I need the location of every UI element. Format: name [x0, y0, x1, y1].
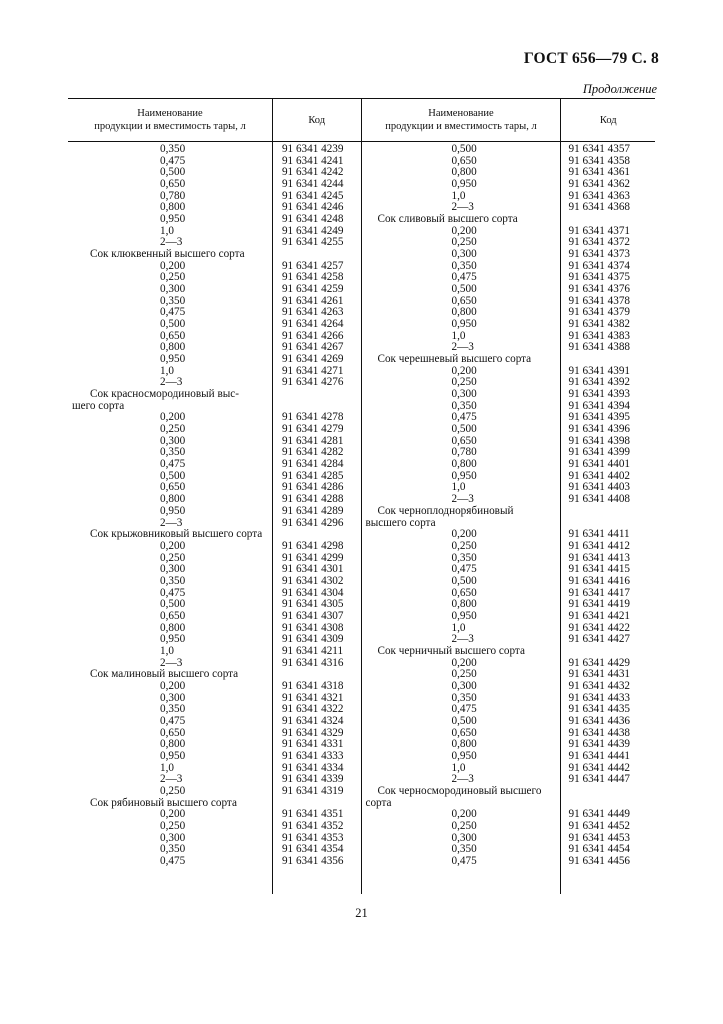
- code-cell: 91 6341 4393: [568, 388, 631, 401]
- code-cell: 91 6341 4356: [281, 854, 344, 867]
- volume-cell: 0,300: [160, 283, 186, 296]
- product-name-cell: Сок рябиновый высшего сорта: [90, 796, 237, 809]
- volume-cell: 0,300: [160, 563, 186, 576]
- volume-cell: 0,650: [451, 154, 477, 167]
- code-cell: 91 6341 4309: [281, 633, 344, 646]
- volume-cell: 0,475: [160, 854, 186, 867]
- code-cell: 91 6341 4432: [568, 679, 631, 692]
- volume-cell: 0,200: [451, 528, 477, 541]
- volume-cell: 0,950: [451, 178, 477, 191]
- volume-cell: 1,0: [160, 644, 174, 657]
- product-name-cell: Сок сливовый высшего сорта: [377, 213, 518, 226]
- volume-cell: 0,950: [451, 469, 477, 482]
- code-cell: 91 6341 4449: [568, 808, 631, 821]
- code-cell: 91 6341 4422: [568, 621, 631, 634]
- volume-cell: 0,500: [451, 714, 477, 727]
- code-cell: 91 6341 4296: [281, 516, 344, 529]
- code-cell: 91 6341 4436: [568, 714, 631, 727]
- code-cell: 91 6341 4371: [568, 224, 631, 237]
- volume-cell: 0,800: [160, 341, 186, 354]
- volume-cell: 0,200: [160, 808, 186, 821]
- code-cell: 91 6341 4361: [568, 166, 631, 179]
- volume-cell: 0,250: [160, 784, 186, 797]
- code-cell: 91 6341 4456: [568, 854, 631, 867]
- product-name-cell: Сок красносмородиновый выс-: [90, 388, 239, 401]
- code-cell: 91 6341 4396: [568, 423, 631, 436]
- code-cell: 91 6341 4316: [281, 656, 344, 669]
- product-name-cell: шего сорта: [72, 399, 125, 412]
- code-cell: 91 6341 4242: [281, 166, 344, 179]
- volume-cell: 0,250: [451, 539, 477, 552]
- volume-cell: 0,250: [160, 551, 186, 564]
- volume-cell: 0,500: [160, 166, 186, 179]
- volume-cell: 0,200: [160, 679, 186, 692]
- volume-cell: 0,200: [451, 656, 477, 669]
- code-cell: [561, 786, 655, 798]
- product-name-cell: сорта: [365, 796, 392, 809]
- code-cell: 91 6341 4302: [281, 574, 344, 587]
- right-code-column: [560, 142, 655, 894]
- code-cell: 91 6341 4368: [568, 201, 631, 214]
- volume-cell: 0,650: [160, 178, 186, 191]
- code-cell: 91 6341 4258: [281, 271, 344, 284]
- volume-cell: 0,200: [451, 808, 477, 821]
- document-header-code: ГОСТ 656—79 С. 8: [523, 50, 659, 67]
- code-cell: 91 6341 4211: [281, 644, 344, 657]
- code-cell: 91 6341 4267: [281, 341, 344, 354]
- code-cell: [561, 506, 655, 518]
- volume-cell: 1,0: [451, 189, 466, 202]
- code-cell: 91 6341 4271: [281, 364, 344, 377]
- code-cell: 91 6341 4427: [568, 633, 631, 646]
- volume-cell: 1,0: [160, 761, 174, 774]
- product-name-cell: Сок малиновый высшего сорта: [90, 668, 239, 681]
- code-cell: 91 6341 4241: [281, 154, 344, 167]
- volume-cell: 0,300: [451, 388, 477, 401]
- code-cell: 91 6341 4415: [568, 563, 631, 576]
- code-cell: [561, 214, 655, 226]
- volume-cell: 0,950: [160, 749, 186, 762]
- volume-cell: 0,475: [160, 306, 186, 319]
- page-number: 21: [355, 906, 368, 920]
- volume-cell: 0,950: [160, 353, 186, 366]
- volume-cell: 0,200: [451, 364, 477, 377]
- code-cell: 91 6341 4394: [568, 399, 631, 412]
- code-cell: 91 6341 4362: [568, 178, 631, 191]
- header-code-left: Код: [272, 99, 361, 141]
- code-cell: 91 6341 4249: [281, 224, 344, 237]
- volume-cell: 1,0: [451, 621, 466, 634]
- code-cell: 91 6341 4259: [281, 283, 344, 296]
- code-cell: 91 6341 4398: [568, 434, 631, 447]
- volume-cell: 0,500: [160, 469, 186, 482]
- product-name-cell: Сок клюквенный высшего сорта: [90, 248, 245, 261]
- code-cell: 91 6341 4299: [281, 551, 344, 564]
- code-cell: 91 6341 4442: [568, 761, 631, 774]
- code-cell: [561, 354, 655, 366]
- volume-cell: 0,250: [451, 819, 477, 832]
- left-code-column: [272, 142, 361, 894]
- volume-cell: 0,500: [451, 574, 477, 587]
- volume-cell: 0,650: [451, 586, 477, 599]
- code-cell: 91 6341 4245: [281, 189, 344, 202]
- volume-cell: 0,800: [451, 458, 477, 471]
- code-cell: 91 6341 4452: [568, 819, 631, 832]
- volume-cell: 0,300: [160, 434, 186, 447]
- volume-cell: 0,500: [451, 423, 477, 436]
- volume-cell: 0,650: [160, 726, 186, 739]
- volume-cell: 0,650: [451, 294, 477, 307]
- code-cell: [273, 249, 361, 261]
- volume-cell: 0,250: [160, 819, 186, 832]
- code-cell: 91 6341 4411: [568, 528, 630, 541]
- volume-cell: 0,475: [160, 154, 186, 167]
- code-cell: 91 6341 4435: [568, 703, 631, 716]
- header-name-line2: продукции и вместимость тары, л: [94, 121, 246, 132]
- table-body: [68, 142, 655, 894]
- volume-cell: 0,250: [160, 423, 186, 436]
- code-cell: 91 6341 4399: [568, 446, 631, 459]
- product-name-cell: Сок черноплоднорябиновый: [377, 504, 514, 517]
- code-cell: 91 6341 4402: [568, 469, 631, 482]
- volume-cell: 0,475: [160, 714, 186, 727]
- code-cell: [561, 646, 655, 658]
- product-name-cell: Сок черешневый высшего сорта: [377, 353, 532, 366]
- volume-cell: 0,350: [160, 574, 186, 587]
- code-cell: 91 6341 4352: [281, 819, 344, 832]
- code-cell: 91 6341 4378: [568, 294, 631, 307]
- volume-cell: 1,0: [160, 224, 174, 237]
- volume-cell: 0,500: [160, 598, 186, 611]
- volume-cell: 0,250: [451, 236, 477, 249]
- product-name-cell: Сок черносмородиновый высшего: [377, 784, 542, 797]
- volume-cell: 0,950: [451, 318, 477, 331]
- volume-cell: 0,200: [160, 259, 186, 272]
- volume-cell: 0,475: [451, 854, 477, 867]
- volume-cell: 0,300: [451, 248, 477, 261]
- code-cell: 91 6341 4279: [281, 423, 344, 436]
- code-cell: 91 6341 4329: [281, 726, 344, 739]
- code-cell: 91 6341 4403: [568, 481, 631, 494]
- volume-cell: 0,350: [451, 399, 477, 412]
- code-cell: 91 6341 4307: [281, 609, 344, 622]
- product-name-cell: высшего сорта: [365, 516, 436, 529]
- code-cell: 91 6341 4408: [568, 493, 631, 506]
- volume-cell: 2—3: [451, 201, 474, 214]
- code-cell: 91 6341 4281: [281, 434, 344, 447]
- volume-cell: 0,500: [160, 318, 186, 331]
- header-code-right: Код: [560, 99, 655, 141]
- volume-cell: 0,800: [160, 201, 186, 214]
- volume-cell: 0,950: [160, 633, 186, 646]
- code-cell: 91 6341 4339: [281, 773, 344, 786]
- volume-cell: 2—3: [160, 516, 183, 529]
- volume-cell: 0,475: [451, 411, 477, 424]
- volume-cell: 0,475: [160, 458, 186, 471]
- volume-cell: 0,650: [160, 609, 186, 622]
- volume-cell: 0,500: [451, 283, 477, 296]
- code-cell: 91 6341 4416: [568, 574, 631, 587]
- code-cell: 91 6341 4282: [281, 446, 344, 459]
- code-cell: [273, 389, 361, 401]
- code-cell: 91 6341 4239: [281, 143, 344, 155]
- volume-cell: 0,250: [451, 668, 477, 681]
- code-cell: 91 6341 4334: [281, 761, 344, 774]
- code-cell: 91 6341 4447: [568, 773, 631, 786]
- product-code-table: [68, 98, 655, 894]
- volume-cell: 0,350: [160, 294, 186, 307]
- code-cell: 91 6341 4358: [568, 154, 631, 167]
- volume-cell: 0,250: [451, 376, 477, 389]
- header-name-line1: Наименование: [428, 108, 494, 119]
- volume-cell: 0,800: [451, 738, 477, 751]
- volume-cell: 0,800: [160, 493, 186, 506]
- volume-cell: 0,350: [160, 703, 186, 716]
- code-cell: 91 6341 4266: [281, 329, 344, 342]
- code-cell: 91 6341 4376: [568, 283, 631, 296]
- code-cell: 91 6341 4382: [568, 318, 631, 331]
- code-cell: 91 6341 4276: [281, 376, 344, 389]
- code-cell: 91 6341 4284: [281, 458, 344, 471]
- volume-cell: 1,0: [160, 364, 174, 377]
- code-cell: 91 6341 4454: [568, 843, 631, 856]
- volume-cell: 0,780: [160, 189, 186, 202]
- volume-cell: 2—3: [451, 341, 474, 354]
- volume-cell: 0,650: [451, 434, 477, 447]
- volume-cell: 0,350: [451, 551, 477, 564]
- code-cell: 91 6341 4246: [281, 201, 344, 214]
- code-cell: 91 6341 4263: [281, 306, 344, 319]
- code-cell: 91 6341 4324: [281, 714, 344, 727]
- product-name-cell: Сок черничный высшего сорта: [377, 644, 525, 657]
- continuation-label: Продолжение: [582, 82, 657, 96]
- volume-cell: 0,475: [451, 563, 477, 576]
- volume-cell: 1,0: [451, 329, 466, 342]
- volume-cell: 0,350: [451, 259, 477, 272]
- code-cell: 91 6341 4379: [568, 306, 631, 319]
- volume-cell: 0,300: [160, 691, 186, 704]
- code-cell: 91 6341 4395: [568, 411, 631, 424]
- code-cell: 91 6341 4429: [568, 656, 631, 669]
- volume-cell: 0,200: [160, 539, 186, 552]
- header-name-left: [68, 99, 272, 141]
- right-name-column: [361, 142, 561, 894]
- volume-cell: 0,950: [451, 749, 477, 762]
- code-cell: 91 6341 4353: [281, 831, 344, 844]
- volume-cell: 0,200: [451, 224, 477, 237]
- volume-cell: 0,300: [160, 831, 186, 844]
- volume-cell: 0,800: [451, 306, 477, 319]
- code-cell: 91 6341 4248: [281, 213, 344, 226]
- code-cell: 91 6341 4417: [568, 586, 631, 599]
- volume-cell: 0,950: [451, 609, 477, 622]
- volume-cell: 0,650: [160, 329, 186, 342]
- volume-cell: 0,650: [160, 481, 186, 494]
- code-cell: 91 6341 4419: [568, 598, 631, 611]
- volume-cell: 0,350: [160, 446, 186, 459]
- code-cell: 91 6341 4322: [281, 703, 344, 716]
- code-cell: 91 6341 4278: [281, 411, 344, 424]
- volume-cell: 0,500: [451, 143, 477, 155]
- code-cell: 91 6341 4301: [281, 563, 344, 576]
- code-cell: 91 6341 4244: [281, 178, 344, 191]
- volume-cell: 0,780: [451, 446, 477, 459]
- volume-cell: 0,350: [160, 843, 186, 856]
- code-cell: 91 6341 4289: [281, 504, 344, 517]
- code-cell: 91 6341 4333: [281, 749, 344, 762]
- volume-cell: 1,0: [451, 481, 466, 494]
- code-cell: 91 6341 4298: [281, 539, 344, 552]
- code-cell: 91 6341 4388: [568, 341, 631, 354]
- code-cell: 91 6341 4357: [568, 143, 631, 155]
- volume-cell: 0,800: [451, 598, 477, 611]
- volume-cell: 2—3: [451, 633, 474, 646]
- code-cell: 91 6341 4375: [568, 271, 631, 284]
- code-cell: 91 6341 4441: [568, 749, 631, 762]
- code-cell: 91 6341 4285: [281, 469, 344, 482]
- volume-cell: 0,800: [160, 621, 186, 634]
- code-cell: 91 6341 4363: [568, 189, 631, 202]
- code-cell: 91 6341 4305: [281, 598, 344, 611]
- code-cell: 91 6341 4383: [568, 329, 631, 342]
- volume-cell: 0,800: [160, 738, 186, 751]
- volume-cell: 0,300: [451, 831, 477, 844]
- table-header: [68, 99, 655, 142]
- left-name-column: [68, 142, 272, 894]
- code-cell: 91 6341 4431: [568, 668, 631, 681]
- code-cell: 91 6341 4373: [568, 248, 631, 261]
- code-cell: 91 6341 4433: [568, 691, 631, 704]
- volume-cell: 2—3: [160, 656, 183, 669]
- code-cell: 91 6341 4308: [281, 621, 344, 634]
- product-name-cell: Сок крыжовниковый высшего сорта: [90, 528, 263, 541]
- volume-cell: 2—3: [160, 236, 183, 249]
- volume-cell: 2—3: [451, 493, 474, 506]
- volume-cell: 0,350: [160, 143, 186, 155]
- code-cell: 91 6341 4351: [281, 808, 344, 821]
- code-cell: 91 6341 4374: [568, 259, 631, 272]
- code-cell: 91 6341 4392: [568, 376, 631, 389]
- code-cell: 91 6341 4288: [281, 493, 344, 506]
- code-cell: 91 6341 4413: [568, 551, 631, 564]
- code-cell: 91 6341 4257: [281, 259, 344, 272]
- code-cell: 91 6341 4401: [568, 458, 631, 471]
- volume-cell: 0,950: [160, 213, 186, 226]
- volume-cell: 0,350: [451, 843, 477, 856]
- code-cell: 91 6341 4255: [281, 236, 344, 249]
- volume-cell: 0,475: [451, 703, 477, 716]
- code-cell: 91 6341 4261: [281, 294, 344, 307]
- code-cell: 91 6341 4304: [281, 586, 344, 599]
- code-cell: 91 6341 4286: [281, 481, 344, 494]
- code-cell: 91 6341 4269: [281, 353, 344, 366]
- code-cell: 91 6341 4421: [568, 609, 631, 622]
- volume-cell: 2—3: [451, 773, 474, 786]
- volume-cell: 0,300: [451, 679, 477, 692]
- volume-cell: 0,650: [451, 726, 477, 739]
- volume-cell: 0,200: [160, 411, 186, 424]
- volume-cell: 0,250: [160, 271, 186, 284]
- header-name-line1: Наименование: [137, 108, 203, 119]
- code-cell: 91 6341 4412: [568, 539, 631, 552]
- code-cell: 91 6341 4319: [281, 784, 344, 797]
- volume-cell: 1,0: [451, 761, 466, 774]
- header-name-right: [361, 99, 561, 141]
- code-cell: 91 6341 4438: [568, 726, 631, 739]
- volume-cell: 0,950: [160, 504, 186, 517]
- code-cell: 91 6341 4372: [568, 236, 631, 249]
- volume-cell: 0,475: [160, 586, 186, 599]
- code-cell: 91 6341 4264: [281, 318, 344, 331]
- volume-cell: 0,475: [451, 271, 477, 284]
- code-cell: 91 6341 4391: [568, 364, 631, 377]
- code-cell: 91 6341 4318: [281, 679, 344, 692]
- volume-cell: 2—3: [160, 376, 183, 389]
- code-cell: 91 6341 4331: [281, 738, 344, 751]
- code-cell: 91 6341 4439: [568, 738, 631, 751]
- volume-cell: 0,800: [451, 166, 477, 179]
- code-cell: 91 6341 4321: [281, 691, 344, 704]
- volume-cell: 2—3: [160, 773, 183, 786]
- code-cell: 91 6341 4453: [568, 831, 631, 844]
- header-name-line2: продукции и вместимость тары, л: [385, 121, 537, 132]
- volume-cell: 0,350: [451, 691, 477, 704]
- code-cell: 91 6341 4354: [281, 843, 344, 856]
